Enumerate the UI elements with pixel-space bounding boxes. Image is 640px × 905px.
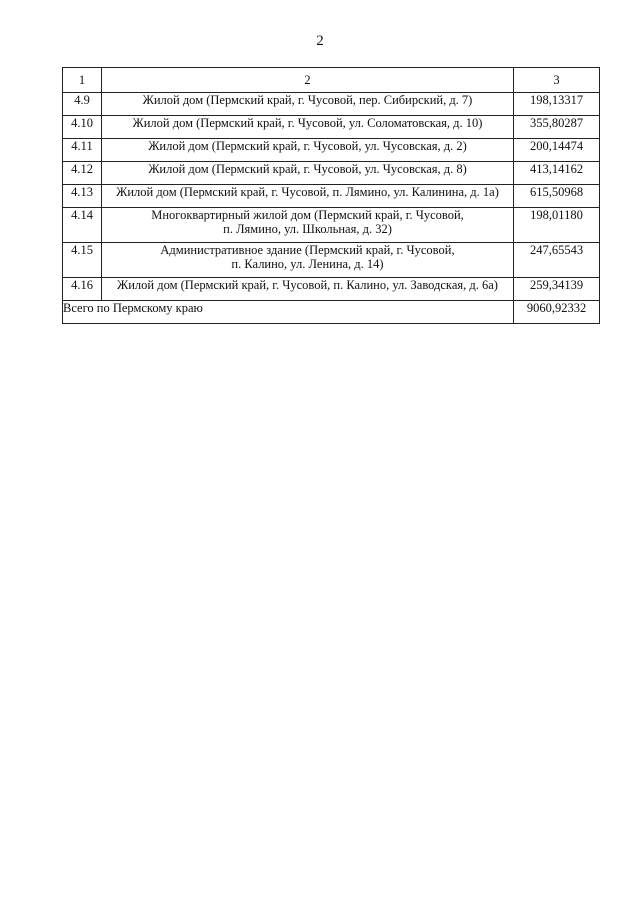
object-value: 247,65543 <box>514 243 600 278</box>
object-value: 200,14474 <box>514 139 600 162</box>
table-row <box>63 243 600 278</box>
object-value: 413,14162 <box>514 162 600 185</box>
object-description <box>102 208 514 243</box>
table-body <box>63 68 600 324</box>
table-row <box>63 278 600 301</box>
object-description <box>102 139 514 162</box>
page-number: 2 <box>316 33 324 49</box>
table-row <box>63 116 600 139</box>
row-number: 4.10 <box>63 116 102 139</box>
object-description-line: п. Лямино, ул. Школьная, д. 32) <box>223 222 392 236</box>
column-header-value: 3 <box>514 68 600 93</box>
object-description-line: Жилой дом (Пермский край, г. Чусовой, п. Лямино, ул. Калинина, д. 1а) <box>116 185 499 199</box>
row-number: 4.11 <box>63 139 102 162</box>
object-value: 355,80287 <box>514 116 600 139</box>
total-value: 9060,92332 <box>514 301 600 324</box>
total-row <box>63 301 600 324</box>
total-label: Всего по Пермскому краю <box>63 301 514 324</box>
object-description-line: Жилой дом (Пермский край, г. Чусовой, пер. Сибирский, д. 7) <box>142 93 473 107</box>
table-row <box>63 185 600 208</box>
row-number: 4.14 <box>63 208 102 243</box>
row-number: 4.12 <box>63 162 102 185</box>
objects-table <box>62 67 600 324</box>
table-row <box>63 208 600 243</box>
table-header-row <box>63 68 600 93</box>
object-description-line: Жилой дом (Пермский край, г. Чусовой, ул. Чусовская, д. 8) <box>148 162 467 176</box>
object-description-line: Жилой дом (Пермский край, г. Чусовой, ул. Соломатовская, д. 10) <box>132 116 483 130</box>
object-description <box>102 278 514 301</box>
object-description-line: Жилой дом (Пермский край, г. Чусовой, ул. Чусовская, д. 2) <box>148 139 467 153</box>
object-description <box>102 162 514 185</box>
object-value: 615,50968 <box>514 185 600 208</box>
object-description <box>102 185 514 208</box>
object-description <box>102 116 514 139</box>
object-description-line: п. Калино, ул. Ленина, д. 14) <box>231 257 384 271</box>
column-header-name: 2 <box>102 68 514 93</box>
object-value: 198,01180 <box>514 208 600 243</box>
object-description <box>102 93 514 116</box>
table-row <box>63 93 600 116</box>
object-value: 198,13317 <box>514 93 600 116</box>
row-number: 4.15 <box>63 243 102 278</box>
object-description-line: Жилой дом (Пермский край, г. Чусовой, п. Калино, ул. Заводская, д. 6а) <box>117 278 498 292</box>
row-number: 4.13 <box>63 185 102 208</box>
row-number: 4.16 <box>63 278 102 301</box>
table-row <box>63 139 600 162</box>
object-description-line: Многоквартирный жилой дом (Пермский край, г. Чусовой, <box>151 208 464 222</box>
object-value: 259,34139 <box>514 278 600 301</box>
object-description-line: Административное здание (Пермский край, г. Чусовой, <box>160 243 455 257</box>
column-header-number: 1 <box>63 68 102 93</box>
table-row <box>63 162 600 185</box>
object-description <box>102 243 514 278</box>
row-number: 4.9 <box>63 93 102 116</box>
